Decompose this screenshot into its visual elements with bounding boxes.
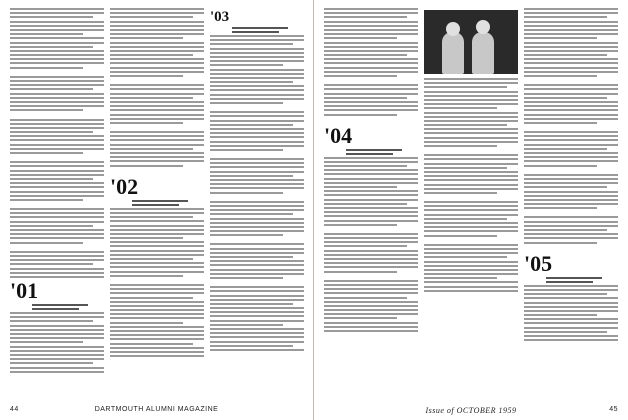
left-footer [10,406,303,416]
footer-title: Issue of OCTOBER 1959 [425,406,517,415]
column-3 [210,8,304,402]
class-heading: '04 [324,122,353,148]
class-heading: '01 [10,278,39,304]
page-number: 44 [10,406,19,413]
column-2 [110,8,204,402]
page-number: 45 [609,406,618,413]
column-4 [324,8,418,402]
class-heading: '02 [110,173,139,199]
column-1 [10,8,104,402]
photo [424,10,518,74]
class-heading: '03 [210,9,230,25]
right-page [314,0,628,420]
column-5 [424,8,518,402]
right-footer [324,406,618,416]
text-block [10,8,104,278]
column-6 [524,8,618,402]
footer-title: DARTMOUTH ALUMNI MAGAZINE [94,406,219,413]
class-heading: '05 [524,250,553,276]
